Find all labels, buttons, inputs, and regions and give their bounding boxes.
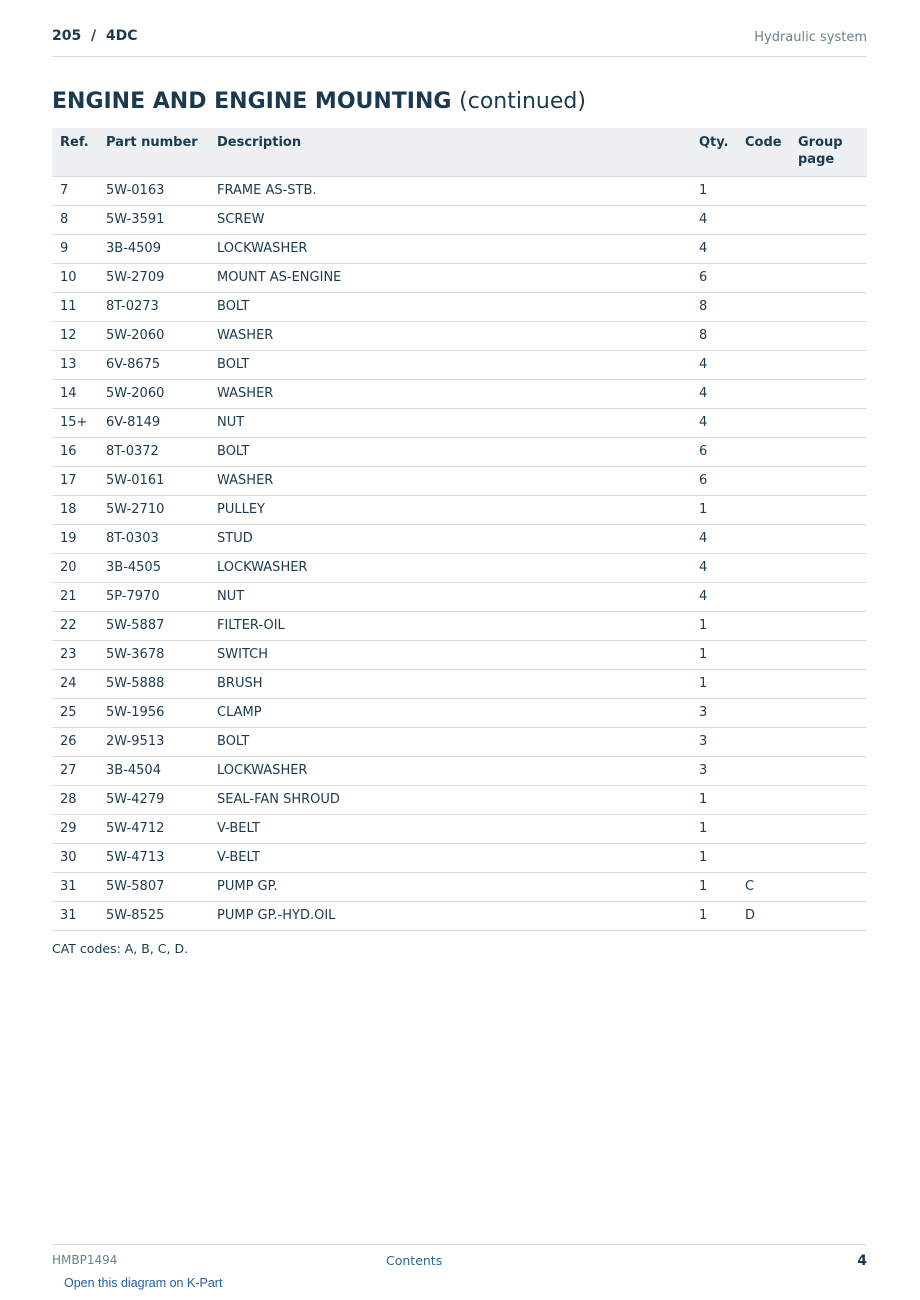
row-code <box>737 205 790 234</box>
row-code <box>737 292 790 321</box>
table-row <box>52 350 867 379</box>
row-part-number: 5P-7970 <box>98 582 209 611</box>
table-row <box>52 785 867 814</box>
row-group-page <box>790 379 867 408</box>
row-code <box>737 611 790 640</box>
row-code <box>737 408 790 437</box>
table-row <box>52 379 867 408</box>
header-code: Code <box>737 128 790 176</box>
row-part-number: 5W-4713 <box>98 843 209 872</box>
table-row <box>52 582 867 611</box>
row-part-number: 3B-4505 <box>98 553 209 582</box>
row-qty: 6 <box>691 466 737 495</box>
table-row <box>52 408 867 437</box>
row-part-number: 5W-1956 <box>98 698 209 727</box>
row-description: LOCKWASHER <box>209 553 691 582</box>
row-qty: 3 <box>691 698 737 727</box>
row-group-page <box>790 669 867 698</box>
row-qty: 1 <box>691 785 737 814</box>
table-row <box>52 814 867 843</box>
row-qty: 4 <box>691 582 737 611</box>
row-description: MOUNT AS-ENGINE <box>209 263 691 292</box>
contents-link[interactable]: Contents <box>386 1253 443 1268</box>
row-description: V-BELT <box>209 814 691 843</box>
row-qty: 4 <box>691 205 737 234</box>
row-group-page <box>790 727 867 756</box>
row-group-page <box>790 321 867 350</box>
row-code <box>737 437 790 466</box>
row-part-number: 8T-0303 <box>98 524 209 553</box>
row-ref: 28 <box>52 785 98 814</box>
row-group-page <box>790 901 867 930</box>
row-code <box>737 640 790 669</box>
header-part-number: Part number <box>98 128 209 176</box>
row-description: SWITCH <box>209 640 691 669</box>
table-row <box>52 234 867 263</box>
row-description: NUT <box>209 408 691 437</box>
table-row <box>52 727 867 756</box>
row-ref: 24 <box>52 669 98 698</box>
row-qty: 4 <box>691 350 737 379</box>
row-description: NUT <box>209 582 691 611</box>
row-group-page <box>790 350 867 379</box>
row-qty: 1 <box>691 495 737 524</box>
table-row <box>52 292 867 321</box>
row-description: BOLT <box>209 727 691 756</box>
row-part-number: 5W-0163 <box>98 176 209 205</box>
row-qty: 8 <box>691 321 737 350</box>
row-group-page <box>790 292 867 321</box>
table-row <box>52 756 867 785</box>
row-description: WASHER <box>209 321 691 350</box>
row-code <box>737 669 790 698</box>
row-part-number: 8T-0273 <box>98 292 209 321</box>
row-code <box>737 176 790 205</box>
row-part-number: 5W-2710 <box>98 495 209 524</box>
row-description: BOLT <box>209 350 691 379</box>
row-group-page <box>790 814 867 843</box>
row-group-page <box>790 698 867 727</box>
row-description: V-BELT <box>209 843 691 872</box>
row-qty: 3 <box>691 727 737 756</box>
row-description: STUD <box>209 524 691 553</box>
row-code <box>737 582 790 611</box>
row-part-number: 5W-3591 <box>98 205 209 234</box>
table-header-row <box>52 128 867 176</box>
section-label: Hydraulic system <box>754 30 867 45</box>
row-code: C <box>737 872 790 901</box>
row-group-page <box>790 785 867 814</box>
row-part-number: 8T-0372 <box>98 437 209 466</box>
row-code: D <box>737 901 790 930</box>
row-group-page <box>790 582 867 611</box>
row-ref: 11 <box>52 292 98 321</box>
row-code <box>737 350 790 379</box>
row-group-page <box>790 872 867 901</box>
row-ref: 25 <box>52 698 98 727</box>
row-code <box>737 698 790 727</box>
table-row <box>52 205 867 234</box>
row-ref: 16 <box>52 437 98 466</box>
row-part-number: 5W-2060 <box>98 321 209 350</box>
row-ref: 20 <box>52 553 98 582</box>
row-group-page <box>790 263 867 292</box>
row-code <box>737 814 790 843</box>
table-row <box>52 901 867 930</box>
row-ref: 31 <box>52 872 98 901</box>
cat-codes-note: CAT codes: A, B, C, D. <box>52 941 189 956</box>
row-qty: 1 <box>691 176 737 205</box>
row-code <box>737 843 790 872</box>
row-qty: 1 <box>691 640 737 669</box>
row-group-page <box>790 495 867 524</box>
row-qty: 4 <box>691 524 737 553</box>
row-code <box>737 524 790 553</box>
row-description: WASHER <box>209 379 691 408</box>
table-row <box>52 176 867 205</box>
row-qty: 1 <box>691 872 737 901</box>
row-group-page <box>790 843 867 872</box>
table-row <box>52 640 867 669</box>
row-description: LOCKWASHER <box>209 756 691 785</box>
row-code <box>737 466 790 495</box>
table-row <box>52 553 867 582</box>
row-part-number: 5W-2060 <box>98 379 209 408</box>
table-row <box>52 843 867 872</box>
row-ref: 26 <box>52 727 98 756</box>
row-part-number: 6V-8149 <box>98 408 209 437</box>
parts-table <box>52 128 867 931</box>
row-ref: 27 <box>52 756 98 785</box>
model-label: 205 / 4DC <box>52 28 138 44</box>
row-qty: 4 <box>691 379 737 408</box>
row-code <box>737 263 790 292</box>
row-group-page <box>790 524 867 553</box>
row-qty: 4 <box>691 408 737 437</box>
row-ref: 8 <box>52 205 98 234</box>
table-row <box>52 263 867 292</box>
row-ref: 31 <box>52 901 98 930</box>
row-ref: 14 <box>52 379 98 408</box>
row-code <box>737 553 790 582</box>
row-part-number: 5W-4712 <box>98 814 209 843</box>
row-ref: 21 <box>52 582 98 611</box>
row-description: WASHER <box>209 466 691 495</box>
row-qty: 6 <box>691 437 737 466</box>
row-description: BOLT <box>209 292 691 321</box>
row-description: SCREW <box>209 205 691 234</box>
row-code <box>737 321 790 350</box>
page-number: 4 <box>857 1253 867 1269</box>
row-part-number: 5W-8525 <box>98 901 209 930</box>
row-ref: 29 <box>52 814 98 843</box>
row-group-page <box>790 437 867 466</box>
row-description: LOCKWASHER <box>209 234 691 263</box>
row-group-page <box>790 466 867 495</box>
table-row <box>52 524 867 553</box>
row-code <box>737 495 790 524</box>
page-footer <box>52 1244 867 1275</box>
row-description: CLAMP <box>209 698 691 727</box>
row-group-page <box>790 756 867 785</box>
table-body <box>52 176 867 930</box>
row-ref: 15+ <box>52 408 98 437</box>
row-ref: 9 <box>52 234 98 263</box>
row-description: PUMP GP. <box>209 872 691 901</box>
table-row <box>52 669 867 698</box>
row-group-page <box>790 205 867 234</box>
row-description: PUMP GP.-HYD.OIL <box>209 901 691 930</box>
title-suffix: (continued) <box>459 89 586 114</box>
row-description: BOLT <box>209 437 691 466</box>
row-description: SEAL-FAN SHROUD <box>209 785 691 814</box>
table-row <box>52 466 867 495</box>
row-part-number: 3B-4504 <box>98 756 209 785</box>
row-part-number: 3B-4509 <box>98 234 209 263</box>
row-group-page <box>790 640 867 669</box>
table-row <box>52 872 867 901</box>
row-qty: 1 <box>691 814 737 843</box>
row-ref: 10 <box>52 263 98 292</box>
row-qty: 4 <box>691 234 737 263</box>
row-ref: 30 <box>52 843 98 872</box>
page-header <box>52 28 867 57</box>
header-qty: Qty. <box>691 128 737 176</box>
row-part-number: 5W-3678 <box>98 640 209 669</box>
table-row <box>52 495 867 524</box>
title-main: ENGINE AND ENGINE MOUNTING <box>52 89 452 114</box>
header-group-page: Group page <box>790 128 867 176</box>
row-group-page <box>790 234 867 263</box>
row-part-number: 6V-8675 <box>98 350 209 379</box>
row-ref: 12 <box>52 321 98 350</box>
row-part-number: 5W-5807 <box>98 872 209 901</box>
row-qty: 1 <box>691 669 737 698</box>
row-part-number: 2W-9513 <box>98 727 209 756</box>
row-qty: 4 <box>691 553 737 582</box>
row-qty: 8 <box>691 292 737 321</box>
page-title <box>52 89 586 114</box>
row-code <box>737 234 790 263</box>
row-qty: 1 <box>691 611 737 640</box>
row-group-page <box>790 408 867 437</box>
row-ref: 23 <box>52 640 98 669</box>
row-ref: 18 <box>52 495 98 524</box>
header-ref: Ref. <box>52 128 98 176</box>
row-group-page <box>790 611 867 640</box>
row-qty: 3 <box>691 756 737 785</box>
row-part-number: 5W-0161 <box>98 466 209 495</box>
row-group-page <box>790 553 867 582</box>
document-code: HMBP1494 <box>52 1253 118 1267</box>
row-part-number: 5W-4279 <box>98 785 209 814</box>
row-description: FRAME AS-STB. <box>209 176 691 205</box>
row-ref: 22 <box>52 611 98 640</box>
row-ref: 13 <box>52 350 98 379</box>
header-description: Description <box>209 128 691 176</box>
row-code <box>737 756 790 785</box>
row-code <box>737 727 790 756</box>
table-row <box>52 437 867 466</box>
row-qty: 6 <box>691 263 737 292</box>
row-code <box>737 785 790 814</box>
row-code <box>737 379 790 408</box>
row-description: FILTER-OIL <box>209 611 691 640</box>
row-part-number: 5W-5888 <box>98 669 209 698</box>
kpart-link[interactable]: Open this diagram on K-Part <box>64 1276 223 1290</box>
table-row <box>52 698 867 727</box>
row-ref: 17 <box>52 466 98 495</box>
row-description: BRUSH <box>209 669 691 698</box>
table-row <box>52 321 867 350</box>
row-description: PULLEY <box>209 495 691 524</box>
row-group-page <box>790 176 867 205</box>
row-qty: 1 <box>691 901 737 930</box>
row-ref: 19 <box>52 524 98 553</box>
row-qty: 1 <box>691 843 737 872</box>
row-part-number: 5W-5887 <box>98 611 209 640</box>
table-row <box>52 611 867 640</box>
row-ref: 7 <box>52 176 98 205</box>
row-part-number: 5W-2709 <box>98 263 209 292</box>
